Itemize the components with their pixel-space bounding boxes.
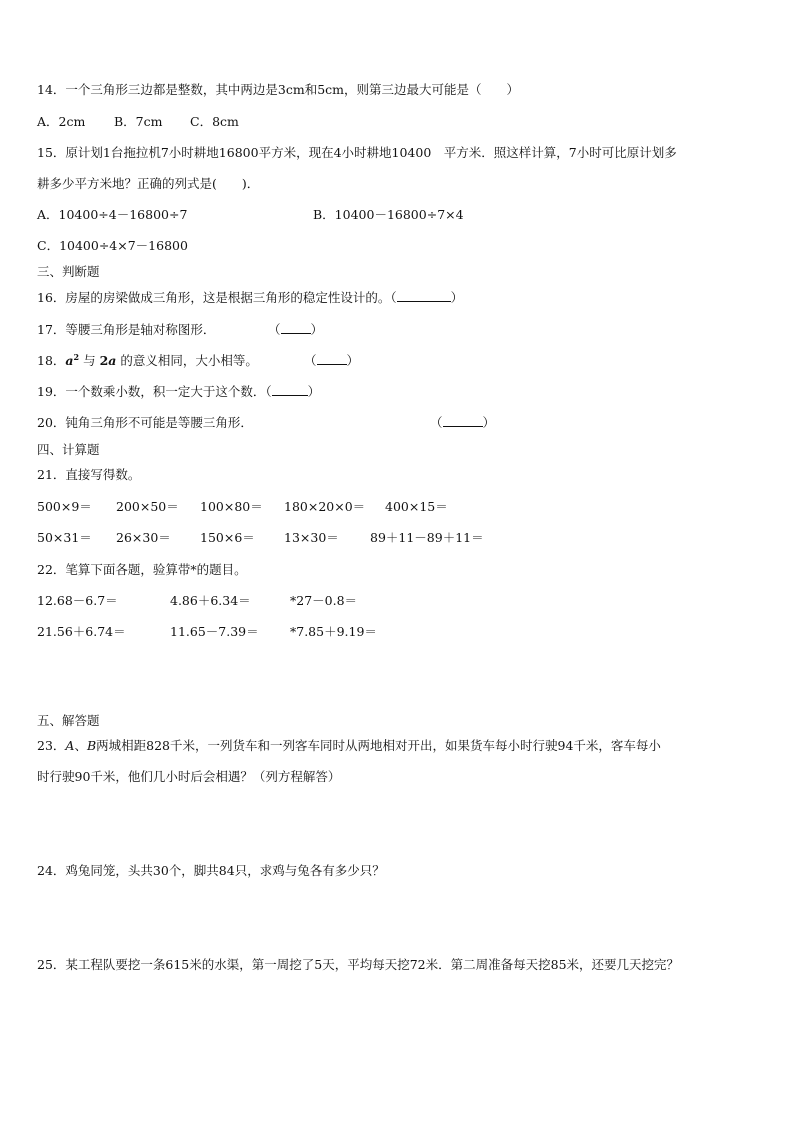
- question-20-answer: [430, 415, 495, 431]
- question-19: [37, 384, 320, 400]
- calc-item: 11.65－7.39＝: [170, 624, 259, 639]
- calc-item: 200×50＝: [116, 499, 179, 514]
- question-14-options: [37, 114, 85, 130]
- question-15-option-c: C．10400÷4×7－16800: [37, 238, 188, 253]
- question-15-option-a: A．10400÷4－16800÷7: [37, 207, 188, 222]
- question-23-text: 两城相距828千米，一列货车和一列客车同时从两地相对开出，如果货车每小时行驶94千米，客车每小: [96, 738, 661, 753]
- question-15-option-b: B．10400－16800÷7×4: [313, 207, 464, 222]
- answer-blank[interactable]: [397, 290, 451, 302]
- bracket-open: （: [304, 353, 317, 368]
- option-a: A．2cm: [37, 114, 86, 129]
- calc-item: 180×20×0＝: [284, 499, 366, 514]
- variable-a-2: a: [108, 353, 117, 368]
- question-22-title: 22．笔算下面各题，验算带*的题目。: [37, 562, 247, 577]
- option-c: C．8cm: [190, 114, 239, 129]
- bracket-close: ）: [482, 415, 496, 430]
- question-18-answer: [304, 353, 359, 369]
- calc-item: 12.68－6.7＝: [37, 593, 118, 608]
- question-14-option-c: [190, 114, 239, 130]
- calc-item: *7.85＋9.19＝: [290, 624, 377, 639]
- bracket-close: ）: [450, 290, 464, 305]
- question-17: [37, 322, 215, 338]
- answer-blank[interactable]: [317, 353, 347, 365]
- question-19-text: 19．一个数乘小数，积一定大于这个数．（: [37, 384, 272, 399]
- calc-item: 13×30＝: [284, 530, 339, 545]
- bracket-close: ）: [307, 384, 321, 399]
- calc-item: 21.56＋6.74＝: [37, 624, 126, 639]
- calc-item: 100×80＝: [200, 499, 263, 514]
- answer-blank[interactable]: [443, 415, 483, 427]
- section-heading-word-problems: 五、解答题: [37, 713, 100, 728]
- question-18-conj: 与: [83, 353, 96, 368]
- question-14: [37, 82, 519, 98]
- bracket-close: ）: [310, 322, 324, 337]
- question-23-line1: [37, 738, 661, 754]
- question-21-title: 21．直接写得数。: [37, 467, 141, 482]
- question-23-number: 23．: [37, 738, 66, 753]
- question-16: [37, 290, 463, 306]
- bracket-open: （: [268, 322, 281, 337]
- question-18: [37, 353, 258, 369]
- calc-item: 4.86＋6.34＝: [170, 593, 251, 608]
- calc-item: 50×31＝: [37, 530, 92, 545]
- question-16-text: 16．房屋的房梁做成三角形，这是根据三角形的稳定性设计的。（: [37, 290, 397, 305]
- variable-a: a: [65, 353, 74, 368]
- answer-blank[interactable]: [281, 322, 311, 334]
- question-17-answer: [268, 322, 323, 338]
- question-23-line2: 时行驶90千米，他们几小时后会相遇？（列方程解答）: [37, 769, 341, 784]
- city-a: A: [65, 738, 75, 753]
- question-20-text: 20．钝角三角形不可能是等腰三角形．: [37, 415, 253, 430]
- calc-item: *27－0.8＝: [290, 593, 358, 608]
- section-heading-judgement: 三、判断题: [37, 264, 100, 279]
- option-b: B．7cm: [114, 114, 163, 129]
- calc-item: 400×15＝: [385, 499, 448, 514]
- question-14-text: 14．一个三角形三边都是整数，其中两边是3cm和5cm，则第三边最大可能是（ ）: [37, 82, 520, 97]
- question-24: 24．鸡兔同笼，头共30个，脚共84只，求鸡与兔各有多少只？: [37, 863, 385, 878]
- answer-blank[interactable]: [272, 384, 308, 396]
- question-15-line2: 耕多少平方米地？正确的列式是( )．: [37, 176, 260, 191]
- section-heading-calculation: 四、计算题: [37, 442, 100, 457]
- question-18-number: 18．: [37, 353, 66, 368]
- separator: 、: [74, 738, 87, 753]
- city-b: B: [86, 738, 97, 753]
- calc-item: 500×9＝: [37, 499, 92, 514]
- question-14-option-b: [114, 114, 163, 130]
- question-20: [37, 415, 253, 431]
- calc-item: 150×6＝: [200, 530, 255, 545]
- question-17-text: 17．等腰三角形是轴对称图形．: [37, 322, 216, 337]
- bracket-close: ）: [346, 353, 360, 368]
- bracket-open: （: [430, 415, 443, 430]
- question-15-line1: 15．原计划1台拖拉机7小时耕地16800平方米，现在4小时耕地10400 平方米．照这样计算，7小时可比原计划多: [37, 145, 677, 160]
- calc-item: 89＋11－89＋11＝: [370, 530, 484, 545]
- exponent: 2: [73, 351, 80, 362]
- coefficient: 2: [99, 353, 109, 368]
- calc-item: 26×30＝: [116, 530, 171, 545]
- question-25: 25．某工程队要挖一条615米的水渠，第一周挖了5天，平均每天挖72米．第二周准备每天挖85米，还要几天挖完？: [37, 957, 680, 972]
- question-18-text: 的意义相同，大小相等。: [120, 353, 258, 368]
